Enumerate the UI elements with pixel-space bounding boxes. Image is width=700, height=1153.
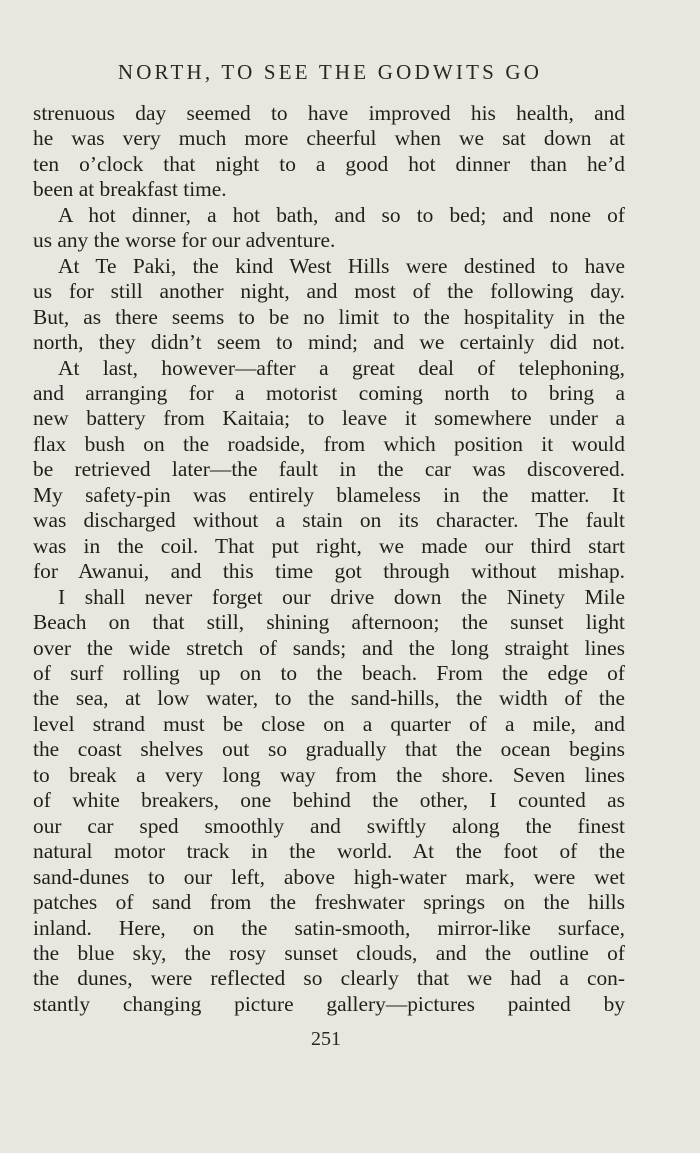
body-text	[33, 101, 625, 1017]
text-line: new battery from Kaitaia; to leave it somewhere under a	[33, 406, 625, 431]
text-line: But, as there seems to be no limit to the hospitality in the	[33, 304, 625, 329]
text-line: flax bush on the roadside, from which position it would	[33, 431, 625, 456]
text-line: was in the coil. That put right, we made our third start	[33, 533, 625, 558]
text-line: north, they didn’t seem to mind; and we certainly did not.	[33, 330, 625, 355]
text-line: over the wide stretch of sands; and the long straight lines	[33, 635, 625, 660]
text-line: Beach on that still, shining afternoon; the sunset light	[33, 610, 625, 635]
text-line: the sea, at low water, to the sand-hills, the width of the	[33, 686, 625, 711]
text-line: ten o’clock that night to a good hot dinner than he’d	[33, 151, 625, 176]
text-line: us for still another night, and most of the following day.	[33, 279, 625, 304]
text-line: My safety-pin was entirely blameless in the matter. It	[33, 482, 625, 507]
text-line: the coast shelves out so gradually that the ocean begins	[33, 737, 625, 762]
text-line: strenuous day seemed to have improved his health, and	[33, 101, 625, 125]
text-line: stantly changing picture gallery—pictures painted by	[33, 991, 625, 1016]
paragraph	[33, 254, 625, 356]
text-line: inland. Here, on the satin-smooth, mirror-like surface,	[33, 915, 625, 940]
text-line: the blue sky, the rosy sunset clouds, and the outline of	[33, 940, 625, 965]
text-line: to break a very long way from the shore. Seven lines	[33, 762, 625, 787]
text-line: the dunes, were reflected so clearly that we had a con-	[33, 966, 625, 991]
paragraph	[33, 585, 625, 1018]
paragraph	[33, 356, 625, 585]
text-line: natural motor track in the world. At the foot of the	[33, 839, 625, 864]
running-head: NORTH, TO SEE THE GODWITS GO	[117, 60, 543, 84]
text-line: of white breakers, one behind the other, I counted as	[33, 788, 625, 813]
text-line: sand-dunes to our left, above high-water mark, were wet	[33, 864, 625, 889]
text-line: At last, however—after a great deal of telephoning,	[58, 355, 625, 380]
text-line: At Te Paki, the kind West Hills were destined to have	[58, 253, 625, 278]
text-line: level strand must be close on a quarter of a mile, and	[33, 711, 625, 736]
text-line: of surf rolling up on to the beach. From the edge of	[33, 660, 625, 685]
text-line: he was very much more cheerful when we sat down at	[33, 126, 625, 151]
text-line: our car sped smoothly and swiftly along the finest	[33, 813, 625, 838]
page-number: 251	[311, 1028, 341, 1050]
text-line: was discharged without a stain on its character. The fault	[33, 508, 625, 533]
text-line: I shall never forget our drive down the Ninety Mile	[58, 584, 625, 609]
text-line: be retrieved later—the fault in the car was discovered.	[33, 457, 625, 482]
text-line: A hot dinner, a hot bath, and so to bed; and none of	[58, 202, 625, 227]
text-line: and arranging for a motorist coming north to bring a	[33, 380, 625, 405]
text-line: for Awanui, and this time got through without mishap.	[33, 559, 625, 584]
text-line: us any the worse for our adventure.	[33, 228, 336, 253]
text-line: patches of sand from the freshwater springs on the hills	[33, 890, 625, 915]
text-line: been at breakfast time.	[33, 177, 227, 202]
paragraph	[33, 101, 625, 203]
paragraph	[33, 203, 625, 254]
